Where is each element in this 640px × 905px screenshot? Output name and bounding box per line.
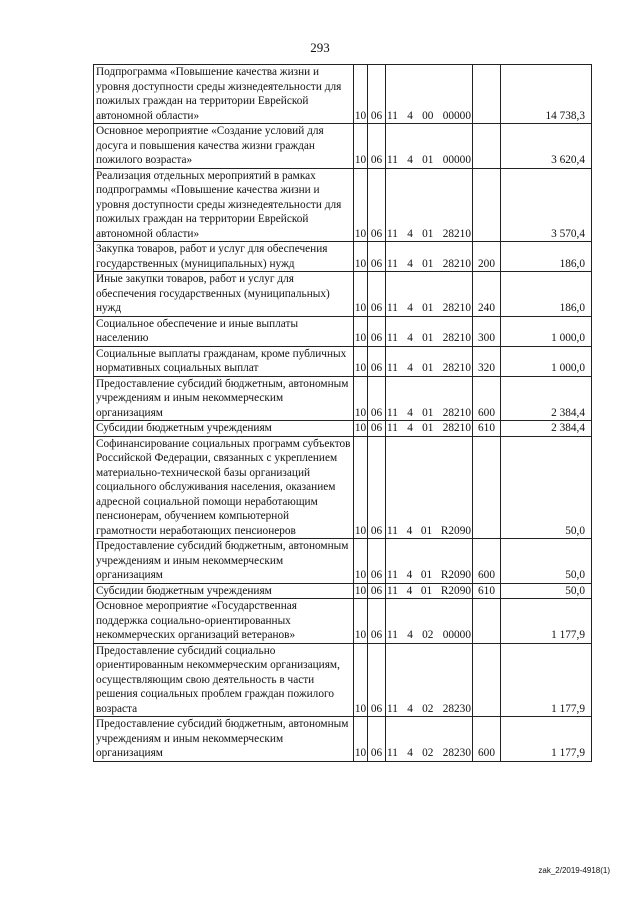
target-article-part: 11 (387, 302, 398, 314)
target-article-part: 4 (407, 702, 413, 715)
target-article-part: 01 (422, 227, 434, 240)
subsection-code-cell: 06 (368, 316, 386, 346)
target-article-part: 4 (407, 227, 413, 240)
target-article-part: 4 (407, 629, 413, 641)
target-article-part: 28230 (442, 702, 471, 715)
subsection-code-cell: 06 (368, 242, 386, 272)
subsection-code-cell: 06 (368, 599, 386, 644)
target-article-part: 01 (422, 422, 434, 434)
amount-cell: 2 384,4 (501, 376, 592, 421)
section-code-cell: 10 (354, 584, 367, 597)
target-article-cell (386, 242, 473, 272)
target-article-cell (386, 316, 473, 346)
subsection-code-cell: 06 (368, 539, 386, 584)
expense-type-cell: 240 (473, 272, 501, 317)
target-article-code (387, 257, 471, 272)
target-article-code (387, 524, 471, 539)
target-article-part: 4 (406, 584, 413, 597)
subsection-code-cell: 06 (368, 346, 386, 376)
target-article-part: 01 (422, 332, 434, 344)
target-article-part: 00000 (442, 154, 471, 166)
amount-cell: 1 000,0 (501, 346, 592, 376)
section-code-cell: 10 (354, 124, 368, 169)
target-article-part: 28210 (442, 257, 471, 270)
row-name-cell: Основное мероприятие «Создание условий для досуга и повышения качества жизни граждан пожилого возраста» (94, 124, 354, 169)
table-row (94, 316, 592, 346)
section-code-cell: 10 (354, 65, 368, 124)
target-article-code (387, 301, 471, 316)
document-footer-code: zak_2/2019-4918(1) (538, 866, 610, 875)
amount-cell: 1 177,9 (501, 599, 592, 644)
target-article-part: 01 (420, 524, 433, 537)
subsection-code-cell: 06 (368, 124, 386, 169)
target-article-part: 01 (422, 154, 434, 166)
expense-type-cell (473, 643, 501, 717)
table-row (94, 599, 592, 644)
section-code-cell: 10 (354, 242, 368, 272)
expense-type-cell: 200 (473, 242, 501, 272)
target-article-cell (386, 421, 473, 437)
table-row (94, 583, 592, 599)
section-code-cell: 10 (354, 599, 368, 644)
amount-cell: 1 000,0 (501, 316, 592, 346)
amount-cell: 14 738,3 (501, 65, 592, 124)
target-article-part: 28230 (442, 747, 471, 759)
target-article-part: 11 (387, 227, 398, 240)
table-row (94, 65, 592, 124)
target-article-part: 28210 (442, 227, 471, 240)
target-article-part: 4 (407, 109, 413, 122)
table-row (94, 643, 592, 717)
row-name-cell: Социальное обеспечение и иные выплаты населению (94, 316, 354, 346)
expense-type-cell (473, 436, 501, 539)
budget-table (93, 64, 592, 762)
expense-type-cell (473, 599, 501, 644)
target-article-part: 28210 (442, 362, 471, 374)
target-article-part: 01 (422, 302, 434, 314)
target-article-cell (386, 272, 473, 317)
amount-cell: 50,0 (501, 583, 592, 599)
row-name-cell: Закупка товаров, работ и услуг для обеспечения государственных (муниципальных) нужд (94, 242, 354, 272)
row-name-cell: Предоставление субсидий социально ориентированным некоммерческим организациям, осуществляющим свою деятельность в части решения социальных проблем граждан пожилого возраста (94, 643, 354, 717)
section-code-cell: 10 (354, 316, 368, 346)
target-article-cell (386, 599, 473, 644)
target-article-part: 11 (387, 109, 398, 122)
target-article-code (387, 568, 471, 583)
target-article-part: 02 (422, 629, 434, 641)
section-code-cell: 10 (354, 717, 368, 762)
target-article-part: 11 (387, 362, 398, 374)
expense-type-cell: 300 (473, 316, 501, 346)
page-number: 293 (310, 40, 330, 55)
target-article-part: 11 (387, 422, 398, 434)
section-code-cell: 10 (354, 168, 368, 242)
target-article-cell (386, 717, 473, 762)
target-article-part: 4 (407, 422, 413, 434)
target-article-cell (386, 168, 473, 242)
target-article-code (387, 227, 471, 242)
target-article-part: 11 (387, 584, 398, 597)
target-article-part: 02 (422, 702, 434, 715)
section-code-cell: 10 (354, 346, 368, 376)
row-name-cell: Софинансирование социальных программ субъектов Российской Федерации, связанных с укреплением материально-технической базы организаций социального обслуживания населения, оказанием адресной социальной помощи неработающим пенсионерам, обучением компьютерной грамотности неработающих пенсионеров (94, 436, 354, 539)
subsection-code-cell: 06 (368, 168, 386, 242)
subsection-code-cell: 06 (368, 643, 386, 717)
row-name-cell: Предоставление субсидий бюджетным, автономным учреждениям и иным некоммерческим организациям (94, 717, 354, 762)
target-article-code (387, 746, 471, 761)
target-article-cell (386, 436, 473, 539)
amount-cell: 186,0 (501, 242, 592, 272)
expense-type-cell: 600 (473, 717, 501, 762)
amount-cell: 186,0 (501, 272, 592, 317)
expense-type-cell: 600 (473, 376, 501, 421)
subsection-code-cell: 06 (368, 65, 386, 124)
target-article-code (387, 331, 471, 346)
amount-cell: 3 620,4 (501, 124, 592, 169)
expense-type-cell: 600 (473, 539, 501, 584)
section-code-cell: 10 (354, 422, 367, 434)
amount-cell: 50,0 (501, 436, 592, 539)
target-article-part: 11 (387, 629, 398, 641)
target-article-part: 00 (422, 109, 434, 122)
amount-cell: 3 570,4 (501, 168, 592, 242)
target-article-part: 28210 (442, 422, 471, 434)
expense-type-cell: 610 (473, 421, 501, 437)
table-row (94, 242, 592, 272)
expense-type-cell (473, 65, 501, 124)
section-code-cell: 10 (354, 272, 368, 317)
target-article-part: 4 (407, 257, 413, 270)
target-article-cell (386, 124, 473, 169)
section-code-cell: 10 (354, 436, 368, 539)
budget-table-body (94, 65, 592, 762)
target-article-part: 01 (420, 569, 433, 581)
subsection-code-cell: 06 (368, 717, 386, 762)
section-code-cell: 10 (354, 643, 368, 717)
target-article-code (387, 421, 471, 436)
target-article-cell (386, 346, 473, 376)
target-article-part: 4 (407, 362, 413, 374)
subsection-code-cell: 06 (368, 376, 386, 421)
target-article-part: 28210 (442, 406, 471, 419)
target-article-part: 11 (387, 569, 398, 581)
target-article-code (387, 406, 471, 421)
subsection-code-cell: 06 (368, 583, 386, 599)
section-code-cell: 10 (354, 539, 368, 584)
target-article-cell (386, 376, 473, 421)
expense-type-cell: 610 (473, 583, 501, 599)
target-article-cell (386, 643, 473, 717)
subsection-code-cell: 06 (368, 436, 386, 539)
target-article-part: 02 (422, 747, 434, 759)
target-article-part: 11 (387, 702, 398, 715)
row-name-cell: Социальные выплаты гражданам, кроме публичных нормативных социальных выплат (94, 346, 354, 376)
target-article-code (387, 702, 471, 717)
target-article-cell (386, 539, 473, 584)
table-row (94, 717, 592, 762)
target-article-part: R2090 (440, 584, 471, 597)
target-article-code (387, 361, 471, 376)
target-article-part: R2090 (440, 569, 471, 581)
target-article-cell (386, 65, 473, 124)
row-name-cell: Субсидии бюджетным учреждениям (94, 421, 354, 437)
target-article-code (387, 628, 471, 643)
row-name-cell: Иные закупки товаров, работ и услуг для обеспечения государственных (муниципальных) нужд (94, 272, 354, 317)
table-row (94, 539, 592, 584)
target-article-part: 11 (387, 747, 398, 759)
amount-cell: 50,0 (501, 539, 592, 584)
table-row (94, 436, 592, 539)
target-article-part: 00000 (442, 109, 471, 122)
target-article-code (387, 153, 471, 168)
row-name-cell: Предоставление субсидий бюджетным, автономным учреждениям и иным некоммерческим организациям (94, 376, 354, 421)
target-article-part: 28210 (442, 332, 471, 344)
row-name-cell: Основное мероприятие «Государственная поддержка социально-ориентированных некоммерческих организаций ветеранов» (94, 599, 354, 644)
row-name-cell: Подпрограмма «Повышение качества жизни и уровня доступности среды жизнедеятельности для пожилых граждан на территории Еврейской автономной области» (94, 65, 354, 124)
amount-cell: 1 177,9 (501, 643, 592, 717)
expense-type-cell: 320 (473, 346, 501, 376)
target-article-part: 28210 (442, 302, 471, 314)
target-article-part: 4 (407, 332, 413, 344)
target-article-code (387, 584, 471, 599)
target-article-part: 4 (407, 154, 413, 166)
target-article-part: R2090 (440, 524, 471, 537)
target-article-cell (386, 583, 473, 599)
row-name-cell: Реализация отдельных мероприятий в рамках подпрограммы «Повышение качества жизни и уровня доступности среды жизнедеятельности для пожилых граждан на территории Еврейской автономной области» (94, 168, 354, 242)
target-article-part: 01 (422, 257, 434, 270)
section-code-cell: 10 (354, 376, 368, 421)
expense-type-cell (473, 124, 501, 169)
subsection-code-cell: 06 (368, 272, 386, 317)
target-article-part: 00000 (442, 629, 471, 641)
table-row (94, 124, 592, 169)
row-name-cell: Субсидии бюджетным учреждениям (94, 583, 354, 599)
expense-type-cell (473, 168, 501, 242)
table-row (94, 346, 592, 376)
target-article-part: 11 (387, 154, 398, 166)
target-article-part: 01 (420, 584, 433, 597)
amount-cell: 2 384,4 (501, 421, 592, 437)
table-row (94, 272, 592, 317)
target-article-part: 4 (406, 524, 413, 537)
target-article-part: 11 (387, 406, 398, 419)
target-article-code (387, 109, 471, 124)
row-name-cell: Предоставление субсидий бюджетным, автономным учреждениям и иным некоммерческим организациям (94, 539, 354, 584)
target-article-part: 11 (387, 524, 398, 537)
target-article-part: 4 (406, 569, 413, 581)
target-article-part: 11 (387, 332, 398, 344)
target-article-part: 4 (407, 302, 413, 314)
amount-cell: 1 177,9 (501, 717, 592, 762)
table-row (94, 421, 592, 437)
target-article-part: 11 (387, 257, 398, 270)
table-row (94, 376, 592, 421)
table-row (94, 168, 592, 242)
target-article-part: 01 (422, 362, 434, 374)
subsection-code-cell: 06 (368, 421, 386, 437)
target-article-part: 4 (407, 406, 413, 419)
target-article-part: 01 (422, 406, 434, 419)
target-article-part: 4 (407, 747, 413, 759)
